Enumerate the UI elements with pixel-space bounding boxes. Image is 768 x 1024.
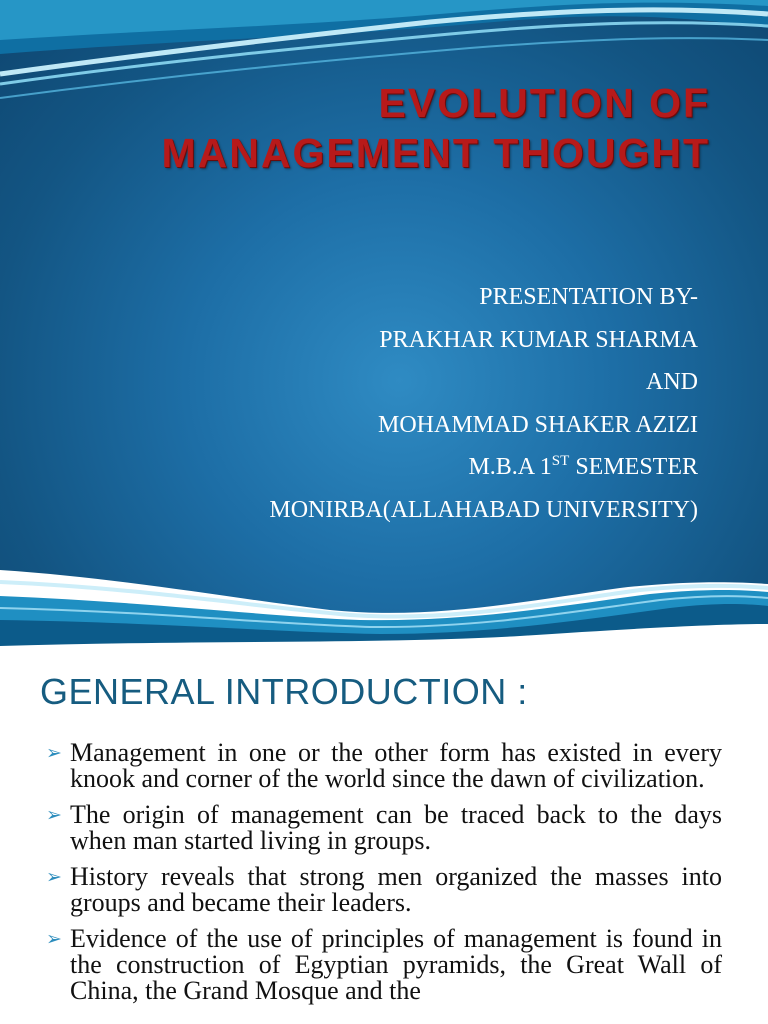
title-line-1: EVOLUTION OF [378,80,710,126]
presentation-by-label: PRESENTATION BY- [479,284,698,310]
arrow-bullet-icon: ➢ [46,866,62,888]
course-prefix: M.B.A 1 [468,454,552,480]
presentation-title [30,78,710,178]
course-suffix: SEMESTER [569,454,698,480]
institute-name: MONIRBA(ALLAHABAD UNIVERSITY) [269,496,698,523]
bullet-text: Evidence of the use of principles of management is found in the construction of Egyptian pyramids, the Great Wall of China, the Grand Mosque and the [70,924,722,1005]
presenter-name-1: PRAKHAR KUMAR SHARMA [379,326,698,353]
presenter-conjunction: AND [646,369,698,395]
presenter-name-2: MOHAMMAD SHAKER AZIZI [377,411,698,438]
list-item [46,802,722,854]
slide-heading: GENERAL INTRODUCTION : [40,671,528,712]
bullet-list [46,740,722,1014]
bullet-text: Management in one or the other form has existed in every knook and corner of the world since the dawn of civilization. [70,738,722,793]
arrow-bullet-icon: ➢ [46,928,62,950]
bottom-wave-decoration [0,560,768,656]
title-line-2: MANAGEMENT THOUGHT [161,130,710,176]
presenter-block [78,276,698,531]
list-item [46,864,722,916]
list-item [46,740,722,792]
bullet-text: History reveals that strong men organized the masses into groups and became their leaders. [70,862,722,917]
arrow-bullet-icon: ➢ [46,804,62,826]
list-item [46,926,722,1004]
course-line [78,446,698,489]
bullet-text: The origin of management can be traced back to the days when man started living in groups. [70,800,722,855]
content-slide [0,656,768,1024]
course-superscript: ST [551,453,570,469]
arrow-bullet-icon: ➢ [46,742,62,764]
